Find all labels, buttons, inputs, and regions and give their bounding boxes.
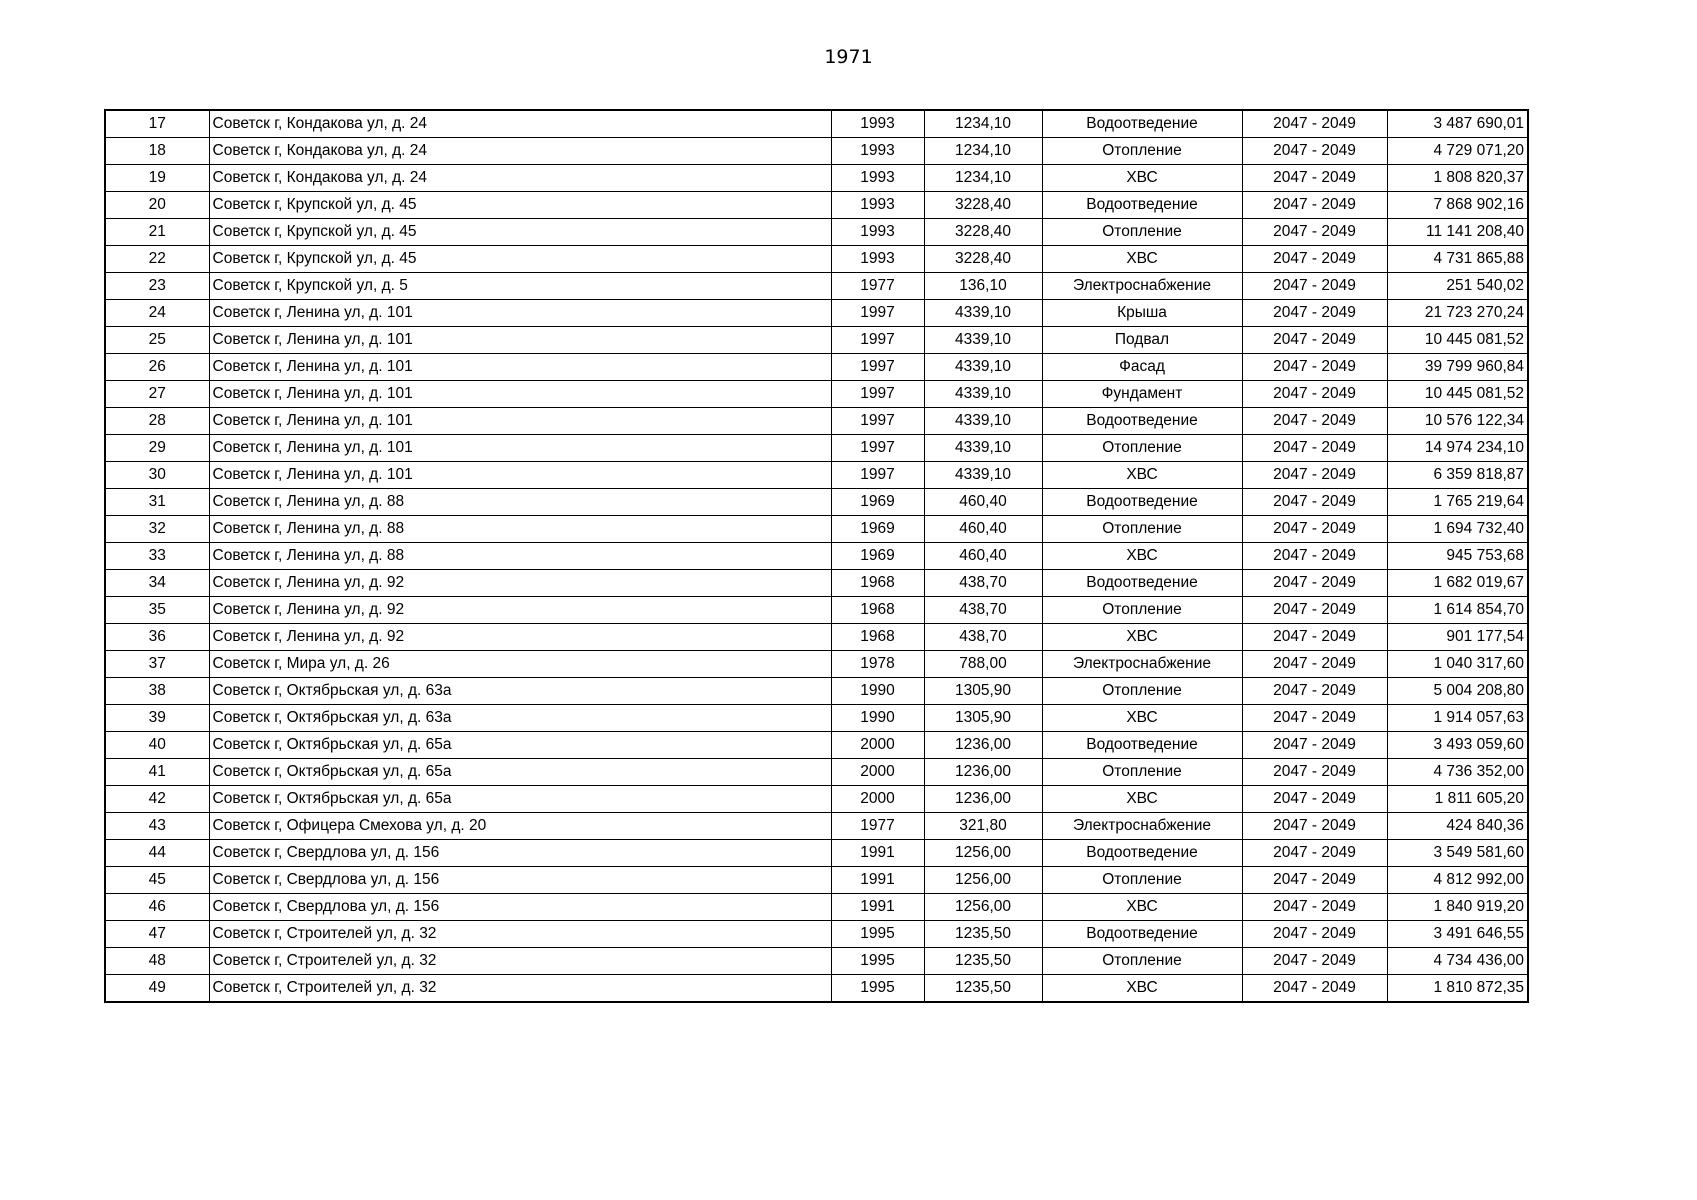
row-number-cell: 47	[105, 921, 209, 948]
period-cell: 2047 - 2049	[1242, 732, 1387, 759]
cost-cell: 1 811 605,20	[1387, 786, 1528, 813]
work-type-cell: Водоотведение	[1042, 192, 1242, 219]
cost-cell: 10 445 081,52	[1387, 327, 1528, 354]
area-cell: 4339,10	[924, 381, 1042, 408]
address-cell: Советск г, Крупской ул, д. 45	[209, 219, 831, 246]
row-number-cell: 38	[105, 678, 209, 705]
work-type-cell: ХВС	[1042, 786, 1242, 813]
work-type-cell: Подвал	[1042, 327, 1242, 354]
period-cell: 2047 - 2049	[1242, 192, 1387, 219]
row-number-cell: 22	[105, 246, 209, 273]
row-number-cell: 41	[105, 759, 209, 786]
area-cell: 136,10	[924, 273, 1042, 300]
cost-cell: 1 765 219,64	[1387, 489, 1528, 516]
row-number-cell: 30	[105, 462, 209, 489]
area-cell: 1235,50	[924, 921, 1042, 948]
work-type-cell: Отопление	[1042, 219, 1242, 246]
area-cell: 1305,90	[924, 678, 1042, 705]
period-cell: 2047 - 2049	[1242, 921, 1387, 948]
period-cell: 2047 - 2049	[1242, 894, 1387, 921]
cost-cell: 10 576 122,34	[1387, 408, 1528, 435]
row-number-cell: 19	[105, 165, 209, 192]
table-row	[105, 165, 1528, 192]
area-cell: 438,70	[924, 624, 1042, 651]
row-number-cell: 23	[105, 273, 209, 300]
work-type-cell: Водоотведение	[1042, 408, 1242, 435]
period-cell: 2047 - 2049	[1242, 597, 1387, 624]
area-cell: 1234,10	[924, 110, 1042, 138]
row-number-cell: 18	[105, 138, 209, 165]
work-type-cell: Отопление	[1042, 138, 1242, 165]
row-number-cell: 34	[105, 570, 209, 597]
row-number-cell: 46	[105, 894, 209, 921]
area-cell: 1235,50	[924, 948, 1042, 975]
row-number-cell: 39	[105, 705, 209, 732]
table-row	[105, 867, 1528, 894]
work-type-cell: Водоотведение	[1042, 489, 1242, 516]
period-cell: 2047 - 2049	[1242, 219, 1387, 246]
row-number-cell: 32	[105, 516, 209, 543]
cost-cell: 1 914 057,63	[1387, 705, 1528, 732]
row-number-cell: 33	[105, 543, 209, 570]
address-cell: Советск г, Кондакова ул, д. 24	[209, 110, 831, 138]
period-cell: 2047 - 2049	[1242, 408, 1387, 435]
cost-cell: 424 840,36	[1387, 813, 1528, 840]
area-cell: 438,70	[924, 570, 1042, 597]
table-row	[105, 273, 1528, 300]
table-row	[105, 597, 1528, 624]
build-year-cell: 1969	[831, 543, 924, 570]
cost-cell: 4 734 436,00	[1387, 948, 1528, 975]
area-cell: 4339,10	[924, 300, 1042, 327]
work-type-cell: Крыша	[1042, 300, 1242, 327]
cost-cell: 4 812 992,00	[1387, 867, 1528, 894]
address-cell: Советск г, Ленина ул, д. 101	[209, 300, 831, 327]
row-number-cell: 48	[105, 948, 209, 975]
work-type-cell: Водоотведение	[1042, 110, 1242, 138]
area-cell: 321,80	[924, 813, 1042, 840]
build-year-cell: 1993	[831, 246, 924, 273]
cost-cell: 6 359 818,87	[1387, 462, 1528, 489]
build-year-cell: 1968	[831, 624, 924, 651]
work-type-cell: Водоотведение	[1042, 570, 1242, 597]
build-year-cell: 1993	[831, 219, 924, 246]
cost-cell: 251 540,02	[1387, 273, 1528, 300]
work-type-cell: ХВС	[1042, 705, 1242, 732]
period-cell: 2047 - 2049	[1242, 651, 1387, 678]
period-cell: 2047 - 2049	[1242, 462, 1387, 489]
table-row	[105, 300, 1528, 327]
row-number-cell: 21	[105, 219, 209, 246]
work-type-cell: Электроснабжение	[1042, 651, 1242, 678]
area-cell: 1305,90	[924, 705, 1042, 732]
cost-cell: 3 491 646,55	[1387, 921, 1528, 948]
table-row	[105, 138, 1528, 165]
area-cell: 3228,40	[924, 219, 1042, 246]
table-row	[105, 894, 1528, 921]
work-type-cell: ХВС	[1042, 246, 1242, 273]
address-cell: Советск г, Ленина ул, д. 101	[209, 462, 831, 489]
cost-cell: 7 868 902,16	[1387, 192, 1528, 219]
repair-schedule-table	[104, 109, 1529, 1003]
period-cell: 2047 - 2049	[1242, 840, 1387, 867]
cost-cell: 1 682 019,67	[1387, 570, 1528, 597]
row-number-cell: 45	[105, 867, 209, 894]
build-year-cell: 1997	[831, 327, 924, 354]
area-cell: 438,70	[924, 597, 1042, 624]
table-row	[105, 462, 1528, 489]
work-type-cell: Водоотведение	[1042, 732, 1242, 759]
build-year-cell: 1997	[831, 435, 924, 462]
period-cell: 2047 - 2049	[1242, 813, 1387, 840]
build-year-cell: 1997	[831, 408, 924, 435]
period-cell: 2047 - 2049	[1242, 705, 1387, 732]
table-row	[105, 840, 1528, 867]
address-cell: Советск г, Октябрьская ул, д. 65а	[209, 732, 831, 759]
cost-cell: 14 974 234,10	[1387, 435, 1528, 462]
work-type-cell: Отопление	[1042, 948, 1242, 975]
work-type-cell: Электроснабжение	[1042, 813, 1242, 840]
address-cell: Советск г, Ленина ул, д. 101	[209, 408, 831, 435]
area-cell: 1235,50	[924, 975, 1042, 1003]
address-cell: Советск г, Свердлова ул, д. 156	[209, 867, 831, 894]
cost-cell: 4 729 071,20	[1387, 138, 1528, 165]
table-row	[105, 570, 1528, 597]
period-cell: 2047 - 2049	[1242, 110, 1387, 138]
build-year-cell: 2000	[831, 732, 924, 759]
area-cell: 460,40	[924, 543, 1042, 570]
build-year-cell: 1969	[831, 516, 924, 543]
row-number-cell: 26	[105, 354, 209, 381]
row-number-cell: 25	[105, 327, 209, 354]
period-cell: 2047 - 2049	[1242, 759, 1387, 786]
address-cell: Советск г, Октябрьская ул, д. 65а	[209, 759, 831, 786]
build-year-cell: 1977	[831, 273, 924, 300]
address-cell: Советск г, Ленина ул, д. 88	[209, 516, 831, 543]
page-number: 1971	[824, 46, 873, 68]
period-cell: 2047 - 2049	[1242, 786, 1387, 813]
address-cell: Советск г, Крупской ул, д. 5	[209, 273, 831, 300]
table-row	[105, 759, 1528, 786]
area-cell: 4339,10	[924, 435, 1042, 462]
table-row	[105, 516, 1528, 543]
area-cell: 1234,10	[924, 138, 1042, 165]
area-cell: 788,00	[924, 651, 1042, 678]
period-cell: 2047 - 2049	[1242, 381, 1387, 408]
period-cell: 2047 - 2049	[1242, 165, 1387, 192]
period-cell: 2047 - 2049	[1242, 300, 1387, 327]
table-row	[105, 327, 1528, 354]
address-cell: Советск г, Строителей ул, д. 32	[209, 975, 831, 1003]
cost-cell: 1 040 317,60	[1387, 651, 1528, 678]
build-year-cell: 1993	[831, 192, 924, 219]
table-row	[105, 219, 1528, 246]
table-row	[105, 435, 1528, 462]
work-type-cell: Фундамент	[1042, 381, 1242, 408]
area-cell: 1256,00	[924, 840, 1042, 867]
area-cell: 4339,10	[924, 354, 1042, 381]
area-cell: 1236,00	[924, 759, 1042, 786]
build-year-cell: 1995	[831, 975, 924, 1003]
row-number-cell: 28	[105, 408, 209, 435]
address-cell: Советск г, Ленина ул, д. 92	[209, 624, 831, 651]
address-cell: Советск г, Кондакова ул, д. 24	[209, 165, 831, 192]
cost-cell: 1 694 732,40	[1387, 516, 1528, 543]
address-cell: Советск г, Ленина ул, д. 92	[209, 570, 831, 597]
cost-cell: 5 004 208,80	[1387, 678, 1528, 705]
build-year-cell: 2000	[831, 786, 924, 813]
build-year-cell: 1997	[831, 381, 924, 408]
table-row	[105, 354, 1528, 381]
period-cell: 2047 - 2049	[1242, 678, 1387, 705]
area-cell: 1236,00	[924, 786, 1042, 813]
table-row	[105, 624, 1528, 651]
period-cell: 2047 - 2049	[1242, 975, 1387, 1003]
row-number-cell: 42	[105, 786, 209, 813]
table-row	[105, 813, 1528, 840]
work-type-cell: ХВС	[1042, 543, 1242, 570]
build-year-cell: 1968	[831, 570, 924, 597]
row-number-cell: 36	[105, 624, 209, 651]
cost-cell: 39 799 960,84	[1387, 354, 1528, 381]
address-cell: Советск г, Строителей ул, д. 32	[209, 921, 831, 948]
address-cell: Советск г, Октябрьская ул, д. 63а	[209, 705, 831, 732]
cost-cell: 3 493 059,60	[1387, 732, 1528, 759]
area-cell: 3228,40	[924, 246, 1042, 273]
address-cell: Советск г, Свердлова ул, д. 156	[209, 840, 831, 867]
row-number-cell: 17	[105, 110, 209, 138]
build-year-cell: 1991	[831, 867, 924, 894]
work-type-cell: Фасад	[1042, 354, 1242, 381]
cost-cell: 901 177,54	[1387, 624, 1528, 651]
address-cell: Советск г, Офицера Смехова ул, д. 20	[209, 813, 831, 840]
table-row	[105, 651, 1528, 678]
area-cell: 4339,10	[924, 462, 1042, 489]
table-row	[105, 381, 1528, 408]
build-year-cell: 1995	[831, 921, 924, 948]
period-cell: 2047 - 2049	[1242, 570, 1387, 597]
work-type-cell: Водоотведение	[1042, 921, 1242, 948]
area-cell: 4339,10	[924, 408, 1042, 435]
cost-cell: 3 549 581,60	[1387, 840, 1528, 867]
row-number-cell: 37	[105, 651, 209, 678]
address-cell: Советск г, Ленина ул, д. 101	[209, 354, 831, 381]
table-row	[105, 975, 1528, 1003]
address-cell: Советск г, Ленина ул, д. 88	[209, 543, 831, 570]
table-row	[105, 678, 1528, 705]
address-cell: Советск г, Октябрьская ул, д. 63а	[209, 678, 831, 705]
work-type-cell: Отопление	[1042, 597, 1242, 624]
build-year-cell: 1990	[831, 705, 924, 732]
table-row	[105, 489, 1528, 516]
table-row	[105, 246, 1528, 273]
build-year-cell: 1997	[831, 300, 924, 327]
work-type-cell: ХВС	[1042, 624, 1242, 651]
build-year-cell: 1993	[831, 110, 924, 138]
period-cell: 2047 - 2049	[1242, 867, 1387, 894]
cost-cell: 4 736 352,00	[1387, 759, 1528, 786]
build-year-cell: 1991	[831, 894, 924, 921]
row-number-cell: 27	[105, 381, 209, 408]
work-type-cell: Водоотведение	[1042, 840, 1242, 867]
address-cell: Советск г, Ленина ул, д. 101	[209, 381, 831, 408]
build-year-cell: 1997	[831, 354, 924, 381]
build-year-cell: 1997	[831, 462, 924, 489]
period-cell: 2047 - 2049	[1242, 354, 1387, 381]
work-type-cell: Отопление	[1042, 867, 1242, 894]
row-number-cell: 40	[105, 732, 209, 759]
cost-cell: 10 445 081,52	[1387, 381, 1528, 408]
build-year-cell: 1995	[831, 948, 924, 975]
period-cell: 2047 - 2049	[1242, 516, 1387, 543]
address-cell: Советск г, Ленина ул, д. 101	[209, 327, 831, 354]
cost-cell: 1 810 872,35	[1387, 975, 1528, 1003]
area-cell: 1234,10	[924, 165, 1042, 192]
area-cell: 460,40	[924, 516, 1042, 543]
work-type-cell: ХВС	[1042, 462, 1242, 489]
work-type-cell: ХВС	[1042, 165, 1242, 192]
table-row	[105, 921, 1528, 948]
table-row	[105, 543, 1528, 570]
area-cell: 1256,00	[924, 894, 1042, 921]
build-year-cell: 1991	[831, 840, 924, 867]
row-number-cell: 49	[105, 975, 209, 1003]
address-cell: Советск г, Кондакова ул, д. 24	[209, 138, 831, 165]
table-body	[105, 110, 1528, 1002]
table-row	[105, 786, 1528, 813]
address-cell: Советск г, Октябрьская ул, д. 65а	[209, 786, 831, 813]
table-row	[105, 110, 1528, 138]
address-cell: Советск г, Ленина ул, д. 92	[209, 597, 831, 624]
work-type-cell: Электроснабжение	[1042, 273, 1242, 300]
build-year-cell: 1969	[831, 489, 924, 516]
table-row	[105, 705, 1528, 732]
cost-cell: 3 487 690,01	[1387, 110, 1528, 138]
row-number-cell: 20	[105, 192, 209, 219]
address-cell: Советск г, Мира ул, д. 26	[209, 651, 831, 678]
cost-cell: 1 840 919,20	[1387, 894, 1528, 921]
build-year-cell: 1968	[831, 597, 924, 624]
build-year-cell: 1993	[831, 138, 924, 165]
work-type-cell: Отопление	[1042, 435, 1242, 462]
area-cell: 3228,40	[924, 192, 1042, 219]
period-cell: 2047 - 2049	[1242, 138, 1387, 165]
period-cell: 2047 - 2049	[1242, 489, 1387, 516]
build-year-cell: 1990	[831, 678, 924, 705]
period-cell: 2047 - 2049	[1242, 273, 1387, 300]
area-cell: 1236,00	[924, 732, 1042, 759]
area-cell: 1256,00	[924, 867, 1042, 894]
table-row	[105, 192, 1528, 219]
address-cell: Советск г, Ленина ул, д. 101	[209, 435, 831, 462]
cost-cell: 4 731 865,88	[1387, 246, 1528, 273]
work-type-cell: ХВС	[1042, 975, 1242, 1003]
area-cell: 4339,10	[924, 327, 1042, 354]
build-year-cell: 2000	[831, 759, 924, 786]
row-number-cell: 24	[105, 300, 209, 327]
address-cell: Советск г, Крупской ул, д. 45	[209, 192, 831, 219]
address-cell: Советск г, Крупской ул, д. 45	[209, 246, 831, 273]
area-cell: 460,40	[924, 489, 1042, 516]
work-type-cell: Отопление	[1042, 678, 1242, 705]
cost-cell: 1 614 854,70	[1387, 597, 1528, 624]
period-cell: 2047 - 2049	[1242, 948, 1387, 975]
row-number-cell: 35	[105, 597, 209, 624]
address-cell: Советск г, Свердлова ул, д. 156	[209, 894, 831, 921]
cost-cell: 1 808 820,37	[1387, 165, 1528, 192]
address-cell: Советск г, Строителей ул, д. 32	[209, 948, 831, 975]
work-type-cell: Отопление	[1042, 759, 1242, 786]
address-cell: Советск г, Ленина ул, д. 88	[209, 489, 831, 516]
cost-cell: 945 753,68	[1387, 543, 1528, 570]
row-number-cell: 29	[105, 435, 209, 462]
table-row	[105, 732, 1528, 759]
period-cell: 2047 - 2049	[1242, 327, 1387, 354]
build-year-cell: 1977	[831, 813, 924, 840]
period-cell: 2047 - 2049	[1242, 543, 1387, 570]
row-number-cell: 31	[105, 489, 209, 516]
period-cell: 2047 - 2049	[1242, 624, 1387, 651]
work-type-cell: ХВС	[1042, 894, 1242, 921]
build-year-cell: 1978	[831, 651, 924, 678]
cost-cell: 11 141 208,40	[1387, 219, 1528, 246]
work-type-cell: Отопление	[1042, 516, 1242, 543]
period-cell: 2047 - 2049	[1242, 435, 1387, 462]
row-number-cell: 44	[105, 840, 209, 867]
table-row	[105, 948, 1528, 975]
table-row	[105, 408, 1528, 435]
row-number-cell: 43	[105, 813, 209, 840]
cost-cell: 21 723 270,24	[1387, 300, 1528, 327]
period-cell: 2047 - 2049	[1242, 246, 1387, 273]
build-year-cell: 1993	[831, 165, 924, 192]
